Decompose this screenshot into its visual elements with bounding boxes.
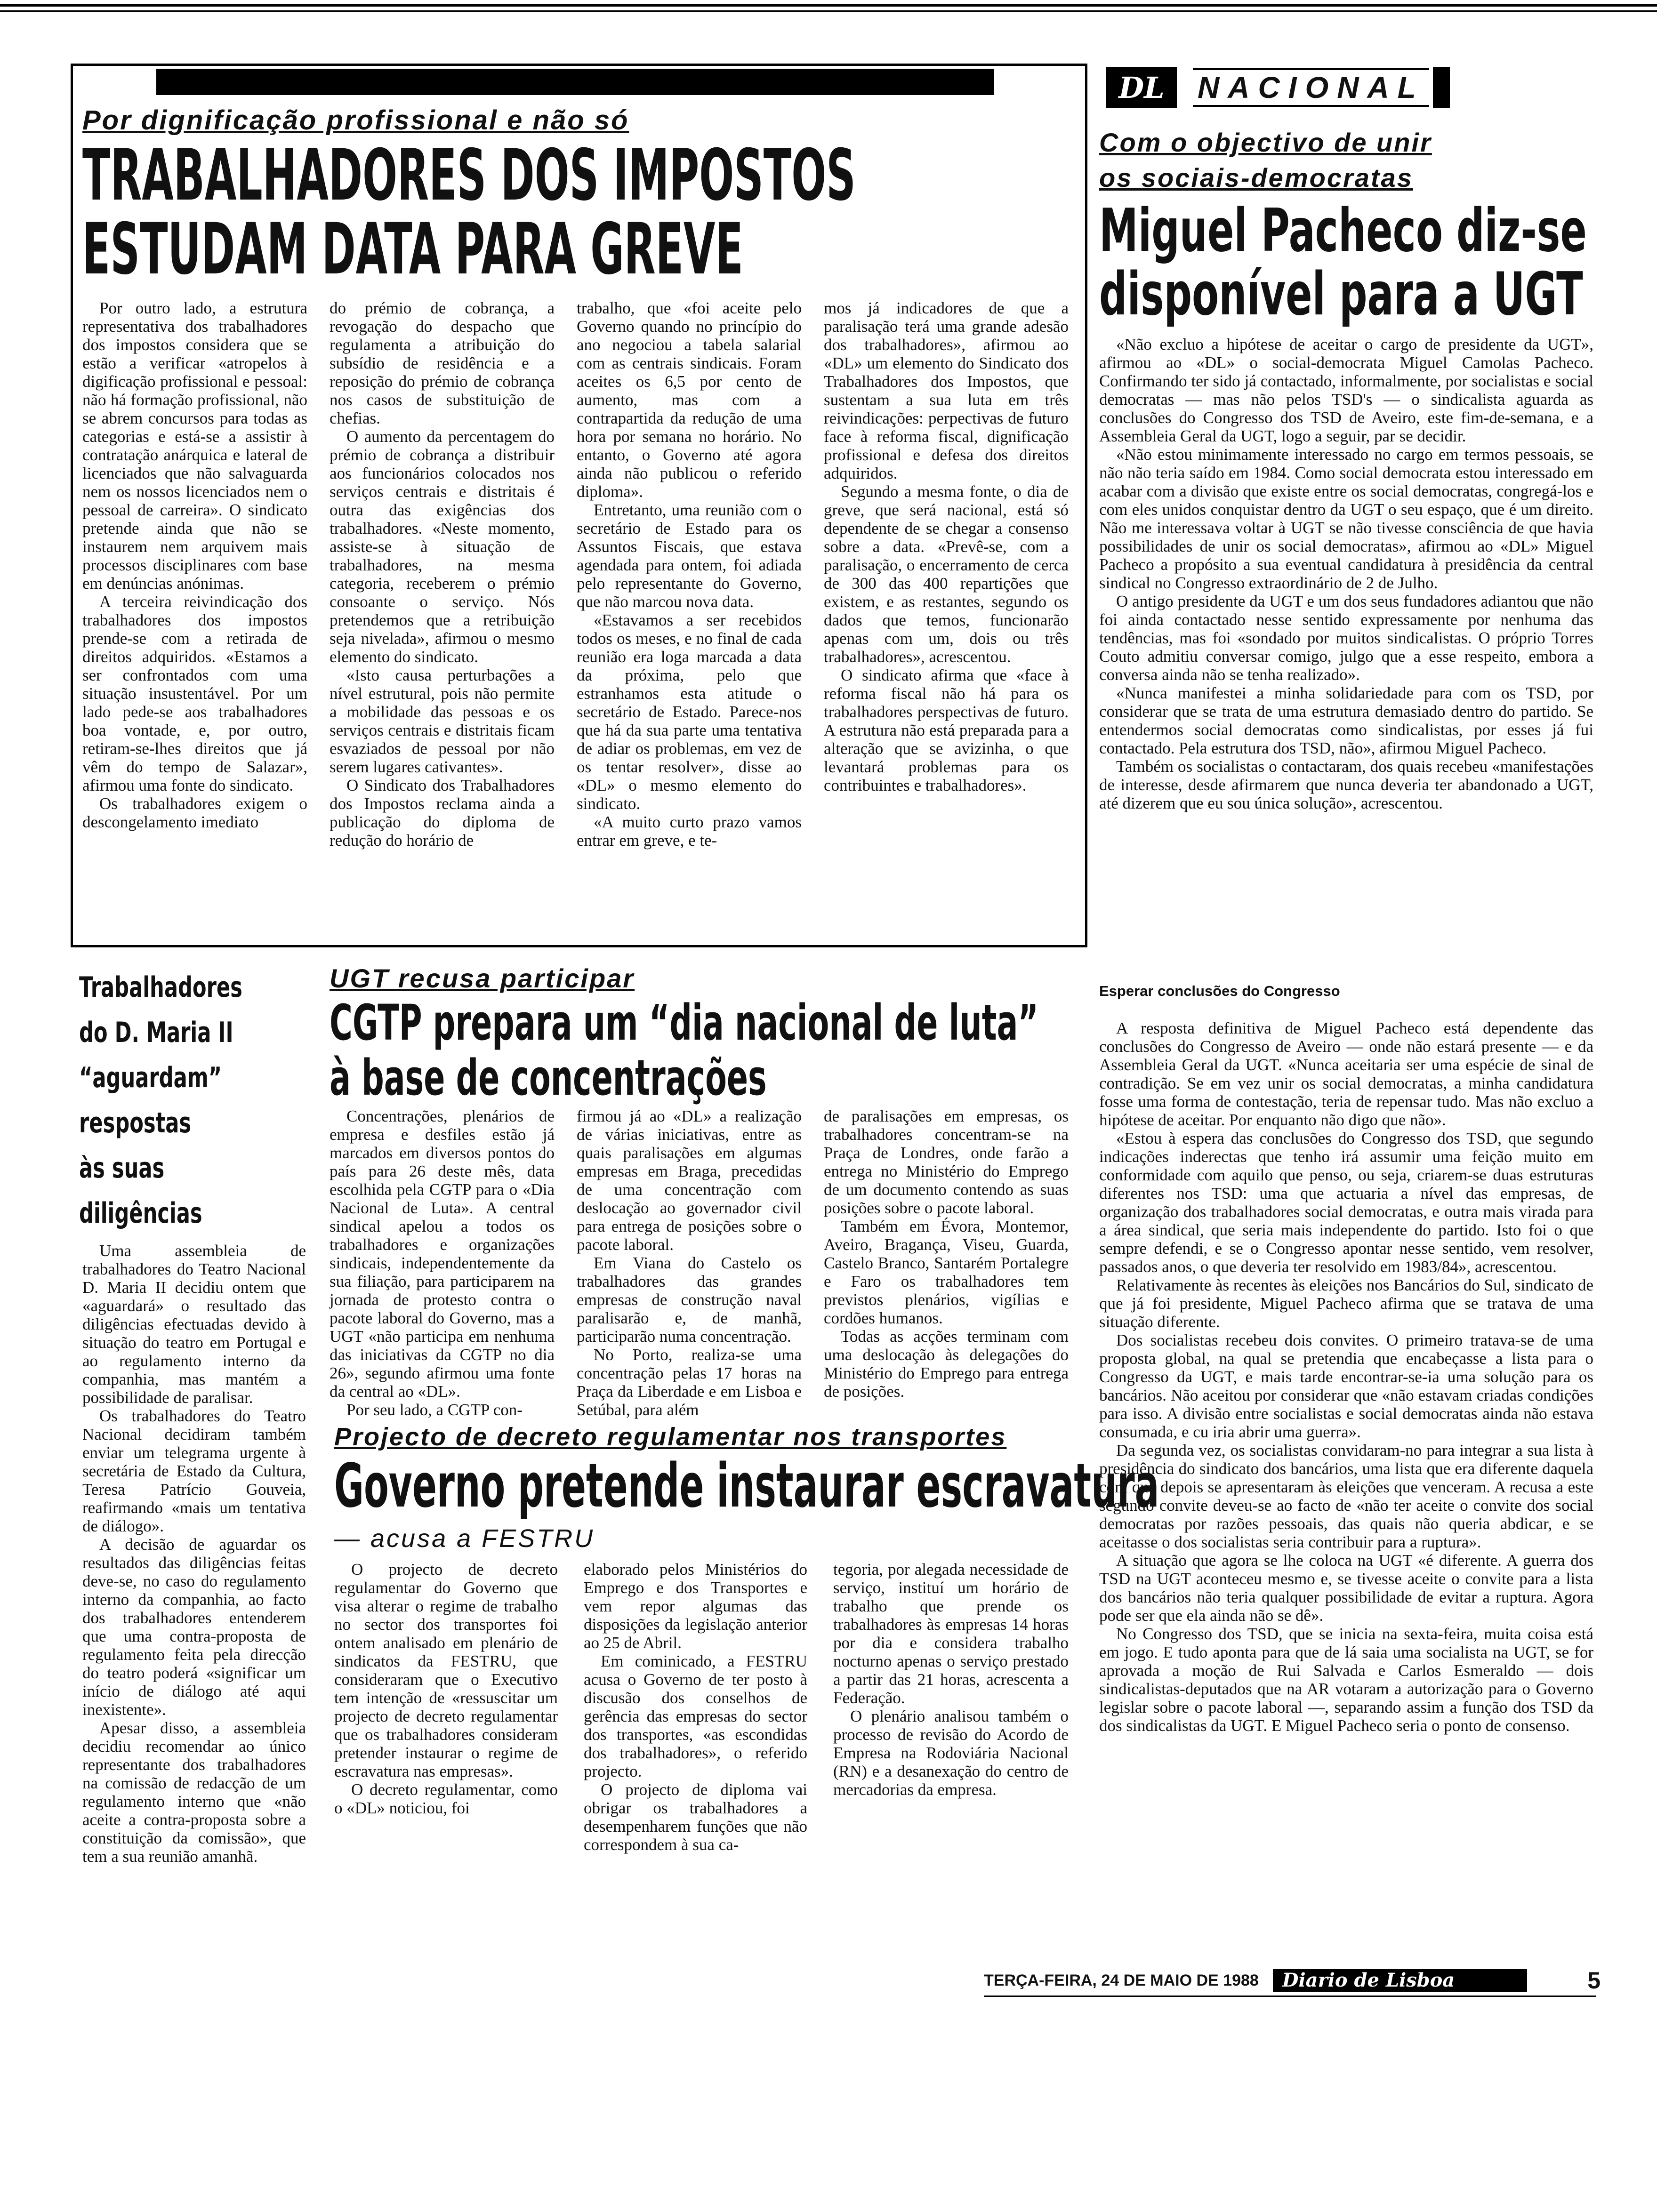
paragraph: No Congresso dos TSD, que se inicia na sexta-feira, muita coisa está em jogo. E tudo aponta para que de lá saia uma socialista na UGT, se for aprovada a moção de Rui Salvada e Carlos Esmeraldo — dois sindicalistas-deputados que na AR votaram a autorização para o Governo legislar sobre o pacote laboral —, separando assim a função dos TSD da dos sindicalistas da UGT. E Miguel Pacheco seria o ponto de consenso. (1099, 1625, 1593, 1735)
paragraph: Em Viana do Castelo os trabalhadores das grandes empresas de construção naval paralisarão e, de manhã, participarão numa concentração. (577, 1254, 802, 1346)
paragraph: Também em Évora, Montemor, Aveiro, Bragança, Viseu, Guarda, Castelo Branco, Santarém Portalegre e Faro os trabalhadores tem previstos plenários, vigílias e cordões humanos. (824, 1217, 1069, 1327)
maria-column (82, 1242, 306, 1866)
paragraph: «Estou à espera das conclusões do Congresso dos TSD, que segundo indicações inderectas que tenho irá assumir uma feição muito em conformidade com aquilo que penso, ou seja, criarem-se duas estruturas diferentes nos TSD: uma que actuaria a nível das empresas, de organização dos trabalhadores social democratas, e outra mais virada para a área sindical, que seria mais independente do partido. Isto foi o que sempre defendi, e se o Congresso apontar nesse sentido, vem resolver, passados anos, o que deveria ter resolvido em 1983/84», acrescentou. (1099, 1129, 1593, 1276)
paragraph: Apesar disso, a assembleia decidiu recomendar ao único representante dos trabalhadores na comissão de redacção de um regulamento interno que «não aceite a contra-proposta sobre a constituição da comissão», que tem a sua reunião amanhã. (82, 1719, 306, 1866)
main-story-kicker: Por dignificação profissional e não só (82, 105, 629, 136)
main-story-column-1 (82, 299, 307, 831)
section-label: NACIONAL (1193, 68, 1429, 107)
maria-headline (79, 965, 296, 1236)
top-border-line-thin (0, 10, 1657, 12)
maria-headline-line: do D. Maria II (79, 1016, 233, 1049)
paragraph: Todas as acções terminam com uma deslocação às delegações do Ministério do Emprego para entrega de posições. (824, 1327, 1069, 1401)
cgtp-column-3 (824, 1107, 1069, 1401)
festru-byline: — acusa a FESTRU (334, 1524, 595, 1553)
maria-headline-line: diligências (79, 1197, 202, 1230)
paragraph: Relativamente às recentes às eleições nos Bancários do Sul, sindicato de que já foi presidente, Miguel Pacheco afirma que se tratava de uma situação diferente. (1099, 1276, 1593, 1331)
paragraph: A terceira reivindicação dos trabalhadores dos impostos prende-se com a retirada de direitos adquiridos. «Estamos a ser confrontados com uma situação insustentável. Por um lado pede-se aos trabalhadores boa vontade, e, por outro, retiram-se-lhes direitos que já vêm do tempo de Salazar», afirmou uma fonte do sindicato. (82, 593, 307, 794)
paragraph: O antigo presidente da UGT e um dos seus fundadores adiantou que não foi ainda contactado nesse sentido expressamente por nenhuma das tendências, mas foi «sondado por muitos sindicalistas. O próprio Torres Couto admitiu conversar comigo, julgo que a esse respeito, embora a conversa ainda não se tenha realizado». (1099, 592, 1593, 684)
festru-column-3 (833, 1560, 1069, 1799)
paragraph: Segundo a mesma fonte, o dia de greve, que será nacional, está só dependente de se chegar a consenso sobre a data. «Prevê-se, com a paralisação, o encerramento de cerca de 300 das 400 repartições que existem, e as restantes, segundo os dados que temos, funcionarão apenas com um, dois ou três trabalhadores», acrescentou. (824, 482, 1069, 666)
paragraph: Em cominicado, a FESTRU acusa o Governo de ter posto à discusão dos conselhos de gerência das empresas do sector dos transportes, «as escondidas dos trabalhadores», o referido projecto. (584, 1652, 807, 1780)
maria-headline-line: às suas (79, 1152, 165, 1185)
paragraph: firmou já ao «DL» a realização de várias iniciativas, entre as quais paralisações em algumas empresas em Braga, precedidas de uma concentração com deslocação ao governador civil para entrega de posições sobre o pacote laboral. (577, 1107, 802, 1254)
paragraph: O sindicato afirma que «face à reforma fiscal não há para os trabalhadores perspectivas de futuro. A estrutura não está preparada para a alteração que se avizinha, o que levantará problemas para os contribuintes e trabalhadores». (824, 666, 1069, 794)
festru-column-2 (584, 1560, 807, 1854)
footer-date: TERÇA-FEIRA, 24 DE MAIO DE 1988 (984, 1971, 1259, 1989)
paragraph: de paralisações em empresas, os trabalhadores concentram-se na Praça de Londres, onde farão a entrega no Ministério do Emprego de um documento contendo as suas posições sobre o pacote laboral. (824, 1107, 1069, 1217)
page-number: 5 (1587, 1967, 1601, 1994)
paragraph: trabalho, que «foi aceite pelo Governo quando no princípio do ano negociou a tabela salarial com as centrais sindicais. Foram aceites os 6,5 por cento de aumento, mas com a contrapartida da redução de uma hora por semana no horário. No entanto, o Governo até agora ainda não publicou o referido diploma». (577, 299, 802, 501)
paragraph: elaborado pelos Ministérios do Emprego e dos Transportes e vem repor algumas das disposições da legislação anterior ao 25 de Abril. (584, 1560, 807, 1652)
main-story-headline-line2: ESTUDAM DATA PARA GREVE (82, 208, 743, 290)
paragraph: O aumento da percentagem do prémio de cobrança a distribuir aos funcionários colocados nos serviços centrais e distritais é outra das exigências dos trabalhadores. «Neste momento, assiste-se à situação de trabalhadores, na mesma categoria, receberem o prémio consoante o serviço. Nós pretendemos que a retribuição seja nivelada», afirmou o mesmo elemento do sindicato. (330, 427, 555, 666)
paragraph: Os trabalhadores exigem o descongelamento imediato (82, 794, 307, 831)
festru-headline: Governo pretende instaurar escravatura (334, 1451, 1159, 1521)
pacheco-subhead: Esperar conclusões do Congresso (1099, 983, 1340, 999)
paragraph: O projecto de decreto regulamentar do Governo que visa alterar o regime de trabalho no sector dos transportes foi ontem analisado em plenário de sindicatos da FESTRU, que consideraram que o Executivo tem intenção de «ressuscitar um projecto de decreto regulamentar que os trabalhadores consideram pretender instaurar o regime de escravatura nas empresas». (334, 1560, 558, 1780)
main-story-column-4 (824, 299, 1069, 794)
cgtp-headline-line1: CGTP prepara um “dia nacional de luta” (330, 994, 1039, 1051)
paragraph: «Nunca manifestei a minha solidariedade para com os TSD, por considerar que se trata de uma estrutura demasiado dentro do partido. Se entendermos social democratas como sindicalistas, por esses já fui contactado. Pela estrutura dos TSD, não», afirmou Miguel Pacheco. (1099, 684, 1593, 757)
paragraph: O plenário analisou também o processo de revisão do Acordo de Empresa na Rodoviária Nacional (RN) e a desanexação do centro de mercadorias da empresa. (833, 1707, 1069, 1799)
footer-rule (984, 1996, 1596, 1997)
paragraph: O Sindicato dos Trabalhadores dos Impostos reclama ainda a publicação do diploma de redução do horário de (330, 776, 555, 850)
maria-headline-line: Trabalhadores (79, 971, 242, 1004)
section-end-block (1433, 67, 1450, 108)
maria-headline-line: respostas (79, 1106, 192, 1139)
cgtp-column-1 (330, 1107, 555, 1419)
paragraph: mos já indicadores de que a paralisação terá uma grande adesão dos trabalhadores», afirmou ao «DL» um elemento do Sindicato dos Trabalhadores dos Impostos, que sustentam a sua luta em três reivindicações: perpectivas de futuro face à reforma fiscal, dignificação profissional e defesa dos direitos adquiridos. (824, 299, 1069, 482)
paragraph: tegoria, por alegada necessidade de serviço, instituí um horário de trabalho que prende os trabalhadores às empresas 14 horas por dia e considera trabalho nocturno apenas o serviço prestado a partir das 21 horas, acrescenta a Federação. (833, 1560, 1069, 1707)
pacheco-kicker-line1: Com o objectivo de unir (1099, 128, 1432, 157)
paragraph: Também os socialistas o contactaram, dos quais recebeu «manifestações de interesse, desde afirmarem que nunca deveria ter abandonado a UGT, até dizerem que eu sou única solução», acrescentou. (1099, 757, 1593, 812)
paragraph: A decisão de aguardar os resultados das diligências feitas deve-se, no caso do regulamento interno da companhia, ao facto dos trabalhadores entenderem que uma contra-proposta de regulamento feita pela direcção do teatro poderá «significar um início de diálogo até aqui inexistente». (82, 1535, 306, 1719)
paragraph: «A muito curto prazo vamos entrar em greve, e te- (577, 813, 802, 850)
pacheco-column-top (1099, 335, 1593, 812)
main-story-column-3 (577, 299, 802, 850)
paragraph: do prémio de cobrança, a revogação do despacho que regulamenta a atribuição do subsídio de residência e a reposição do prémio de cobrança nos casos de substituição de chefias. (330, 299, 555, 427)
paragraph: Os trabalhadores do Teatro Nacional decidiram também enviar um telegrama urgente à secretária de Estado da Cultura, Teresa Patrício Gouveia, reafirmando «mais um tentativa de diálogo». (82, 1407, 306, 1535)
paragraph: Por outro lado, a estrutura representativa dos trabalhadores dos impostos considera que se estão a verificar «atropelos à digificação profissional e pessoal: não há formação profissional, não se abrem concursos para todas as categorias e está-se a assistir à contratação anárquica e lateral de licenciados que não salvaguarda nem os nossos licenciados nem o pessoal de carreira». O sindicato pretende ainda que não se instaurem nem arquivem mais processos disciplinares com base em denúncias anónimas. (82, 299, 307, 593)
paragraph: «Não excluo a hipótese de aceitar o cargo de presidente da UGT», afirmou ao «DL» o social-democrata Miguel Camolas Pacheco. Confirmando ter sido já contactado, informalmente, por socialistas e social democratas — mas não pelos TSD's — o sindicalista aguarda as conclusões do Congresso dos TSD de Aveiro, este fim-de-semana, e a Assembleia Geral da UGT, logo a seguir, par se decidir. (1099, 335, 1593, 445)
paragraph: No Porto, realiza-se uma concentração pelas 17 horas na Praça da Liberdade e em Lisboa e Setúbal, para além (577, 1346, 802, 1419)
pacheco-headline-line2: disponível para a UGT (1099, 259, 1583, 329)
cgtp-kicker: UGT recusa participar (330, 963, 635, 993)
paragraph: Concentrações, plenários de empresa e desfiles estão já marcados em diversos pontos do país para 26 deste mês, data escolhida pela CGTP para o «Dia Nacional de Luta». A central sindical apelou a todos os trabalhadores e organizações sindicais, independentemente da sua filiação, para participarem na jornada de protesto contra o pacote laboral do Governo, mas a UGT «não participa em nenhuma das iniciativas da CGTP no dia 26», segundo afirmou uma fonte da central ao «DL». (330, 1107, 555, 1401)
maria-headline-line: “aguardam” (79, 1061, 222, 1094)
paragraph: A resposta definitiva de Miguel Pacheco está dependente das conclusões do Congresso de Aveiro — onde não estará presente — e da Assembleia Geral da UGT. «Nunca aceitaria ser uma espécie de sinal de contradição. Se em vez unir os social democratas, a minha candidatura fosse uma forma de contestação, teria de repensar tudo. Mas não excluo a hipótese de aceitar. Por enquanto não digo que não». (1099, 1019, 1593, 1129)
paragraph: Por seu lado, a CGTP con- (346, 1401, 523, 1419)
paragraph: «Não estou minimamente interessado no cargo em termos pessoais, se não não teria saído em 1984. Como social democrata estou interessado em acabar com a divisão que existe entre os social democratas, congregá-los e com eles unidos conquistar dentro da UGT o seu espaço, que é um direito. Não me interessava voltar à UGT se não tivesse consciência de que havia possibilidades de unir os social democratas», afirmou ao «DL» Miguel Pacheco a propósito a sua eventual candidatura à presidência da central sindical no Congresso extraordinário de 2 de Julho. (1099, 445, 1593, 592)
cgtp-headline-line2: à base de concentrações (330, 1049, 767, 1106)
section-header (1106, 65, 1577, 110)
section-logo-text: DL (1118, 70, 1165, 105)
section-logo (1106, 67, 1177, 108)
paragraph: O decreto regulamentar, como o «DL» noticiou, foi (334, 1780, 558, 1817)
main-story-headline-line1: TRABALHADORES DOS IMPOSTOS (82, 135, 856, 216)
paragraph: Da segunda vez, os socialistas convidaram-no para integrar a sua lista à presidência do sindicato dos bancários, uma lista que era diferente daquela com que depois se apresentaram às eleições que venceram. A recusa a este segundo convite deveu-se ao facto de «não ter aceite o convite dos social democratas por razões pessoais, das quais não queria abdicar, e se aceitasse o dos socialistas seria contribuir para a ruptura». (1099, 1441, 1593, 1551)
pacheco-column-bottom (1099, 1019, 1593, 1735)
main-story-black-bar (156, 69, 994, 95)
paragraph: O projecto de diploma vai obrigar os trabalhadores a desempenharem funções que não correspondem à sua ca- (584, 1780, 807, 1854)
paragraph: Uma assembleia de trabalhadores do Teatro Nacional D. Maria II decidiu ontem que «aguardará» o resultado das diligências efectuadas devido à situação do teatro em Portugal e ao regulamento interno da companhia, mas mantém a possibilidade de paralisar. (82, 1242, 306, 1407)
paragraph: Entretanto, uma reunião com o secretário de Estado para os Assuntos Fiscais, que estava agendada para ontem, foi adiada pelo representante do Governo, que não marcou nova data. (577, 501, 802, 611)
paragraph: A situação que agora se lhe coloca na UGT «é diferente. A guerra dos TSD na UGT aconteceu mesmo e, se tivesse aceite o convite para a lista dos bancários não teria qualquer possibilidade de evitar a ruptura. Agora pode ser que ela ainda não se dê». (1099, 1551, 1593, 1625)
cgtp-column-2 (577, 1107, 802, 1419)
festru-column-1 (334, 1560, 558, 1817)
festru-kicker: Projecto de decreto regulamentar nos transportes (334, 1423, 1007, 1451)
page-footer (984, 1966, 1610, 1995)
main-story-column-2 (330, 299, 555, 850)
paragraph: «Isto causa perturbações a nível estrutural, pois não permite a mobilidade das pessoas e os serviços centrais e distritais ficam esvaziados de pessoal por não serem lugares cativantes». (330, 666, 555, 776)
pacheco-headline-line1: Miguel Pacheco diz-se (1099, 196, 1587, 265)
pacheco-kicker-line2: os sociais-democratas (1099, 163, 1413, 192)
top-border-line (0, 4, 1657, 7)
paragraph: «Estavamos a ser recebidos todos os meses, e no final de cada reunião era loga marcada a data da próxima, pelo que estranhamos esta atitude o secretário de Estado. Parece-nos que há da sua parte uma tentativa de adiar os problemas, em vez de os tentar resolver», disse ao «DL» o mesmo elemento do sindicato. (577, 611, 802, 813)
footer-masthead: Diario de Lisboa (1273, 1969, 1527, 1992)
paragraph: Dos socialistas recebeu dois convites. O primeiro tratava-se de uma proposta global, na qual se pretendia que encabeçasse a lista para o Congresso da UGT, e mais tarde encontrar-se-ia uma solução para os bancários. Não aceitou por considerar que «não estavam criadas condições para isso. A divisão entre socialistas e social democratas ainda não estava consumada, e cu iria abrir uma guerra». (1099, 1331, 1593, 1441)
